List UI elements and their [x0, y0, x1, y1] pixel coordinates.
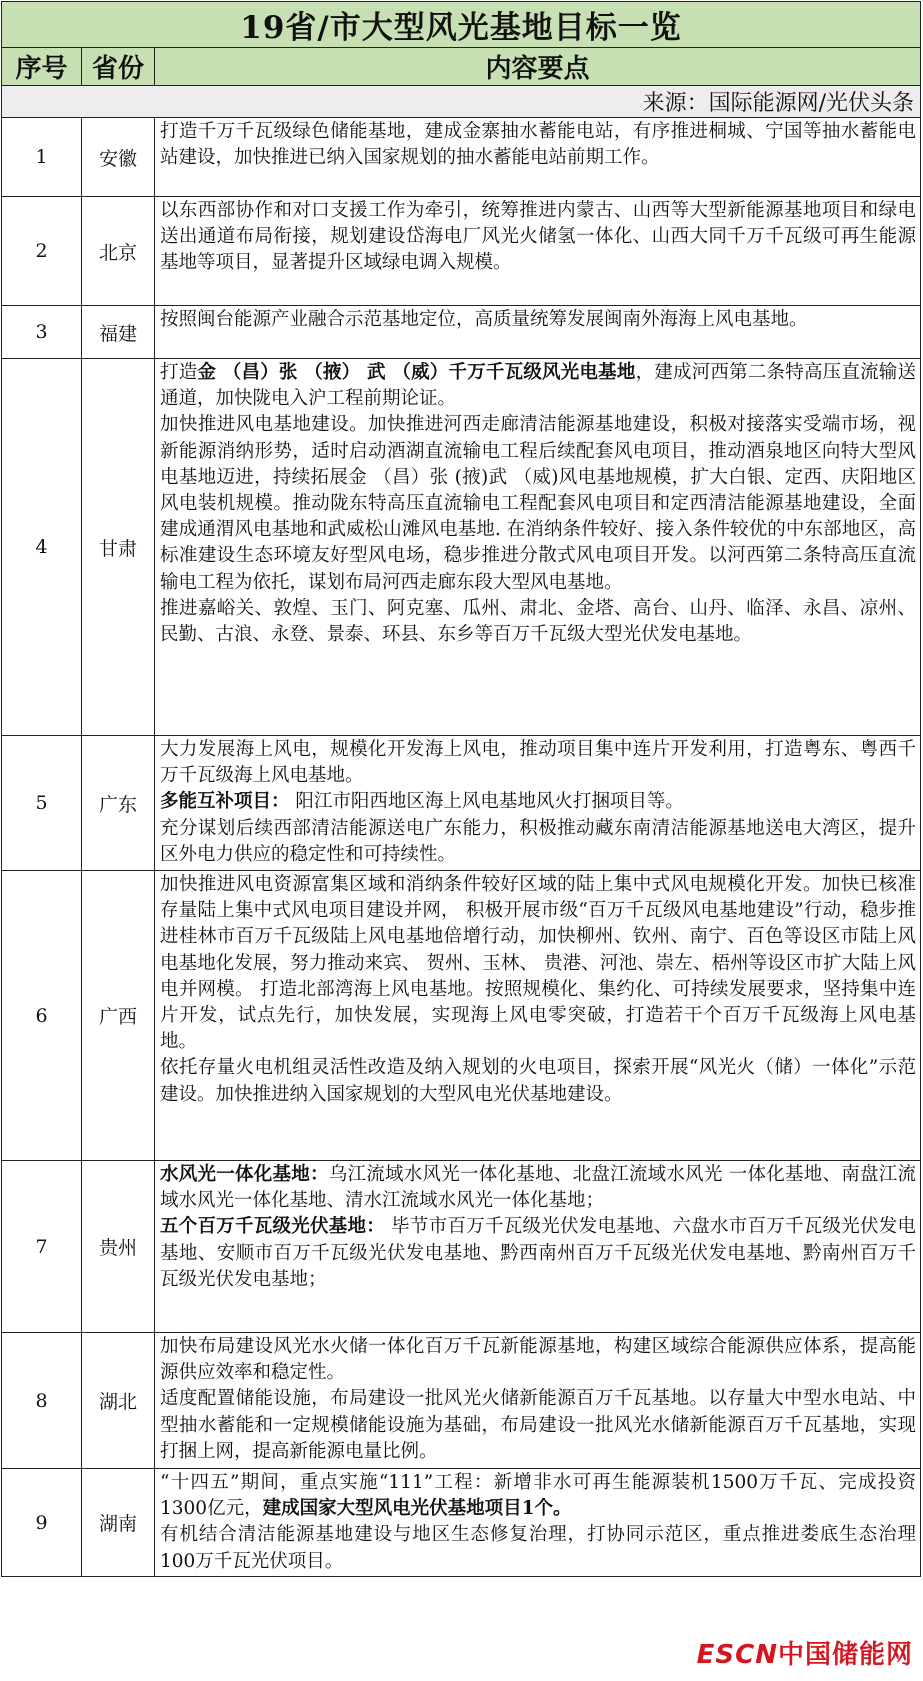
row-number: 9 — [2, 1469, 82, 1577]
province-name: 广东 — [82, 736, 155, 871]
table-row — [2, 306, 921, 359]
watermark-text: 中国储能网 — [777, 1640, 913, 1670]
content-paragraph — [160, 1386, 916, 1465]
province-name: 安徽 — [82, 118, 155, 197]
content-paragraph — [160, 360, 916, 412]
table-row — [2, 1469, 921, 1577]
base-target-table — [1, 1, 921, 1577]
row-number: 8 — [2, 1333, 82, 1469]
text-segment: 加快布局建设风光水火储一体化百万千瓦新能源基地，构建区域综合能源供应体系，提高能源供应效率和稳定性。 — [160, 1336, 917, 1384]
text-segment: ，建成河西第二条特高压直流输送通道，加快陇电入沪工程前期论证。 — [160, 362, 917, 410]
content-paragraph — [160, 1334, 916, 1386]
text-segment: 打造 — [160, 362, 198, 383]
content-paragraph — [160, 872, 916, 1055]
text-segment: 适度配置储能设施，布局建设一批风光火储新能源百万千瓦基地。以存量大中型水电站、中型抽水蓄能和一定规模储能设施为基础，布局建设一批风光水储新能源百万千瓦基地，实现打捆上网，提高新能源电量比例。 — [160, 1388, 917, 1462]
content-paragraph — [160, 789, 916, 815]
content-cell — [155, 197, 921, 306]
province-name: 湖北 — [82, 1333, 155, 1469]
row-number: 1 — [2, 118, 82, 197]
text-segment: 充分谋划后续西部清洁能源送电广东能力，积极推动藏东南清洁能源基地送电大湾区，提升区外电力供应的稳定性和可持续性。 — [160, 817, 917, 865]
content-paragraph — [160, 1214, 916, 1293]
text-segment: 推进嘉峪关、敦煌、玉门、阿克塞、瓜州、肃北、金塔、高台、山丹、临泽、永昌、凉州、民勤、古浪、永登、景泰、环县、东乡等百万千瓦级大型光伏发电基地。 — [160, 597, 917, 646]
content-paragraph — [160, 1470, 916, 1522]
row-number: 5 — [2, 736, 82, 871]
row-number: 7 — [2, 1161, 82, 1333]
province-name: 贵州 — [82, 1161, 155, 1333]
content-paragraph — [160, 816, 916, 868]
text-segment: 打造千万千瓦级绿色储能基地，建成金寨抽水蓄能电站，有序推进桐城、宁国等抽水蓄能电站建设，加快推进已纳入国家规划的抽水蓄能电站前期工作。 — [160, 121, 917, 169]
content-paragraph — [160, 412, 916, 595]
table-row — [2, 1161, 921, 1333]
content-cell — [155, 1469, 921, 1577]
content-paragraph — [160, 596, 916, 648]
table-row — [2, 1333, 921, 1469]
table-row — [2, 871, 921, 1161]
header-province: 省份 — [82, 48, 155, 86]
text-segment: 毕节市百万千瓦级光伏发电基地、六盘水市百万千瓦级光伏发电基地、安顺市百万千瓦级光伏发电基地、黔西南州百万千瓦级光伏发电基地、黔南州百万千瓦级光伏发电基地； — [160, 1216, 917, 1290]
source-note: 来源：国际能源网/光伏头条 — [2, 86, 921, 118]
source-row — [2, 86, 921, 118]
watermark-brand: ESCN — [696, 1640, 778, 1670]
table-row — [2, 197, 921, 306]
content-paragraph — [160, 1055, 916, 1107]
text-segment: 以东西部协作和对口支援工作为牵引，统筹推进内蒙古、山西等大型新能源基地项目和绿电送出通道布局衔接，规划建设岱海电厂风光火储氢一体化、山西大同千万千瓦级可再生能源基地等项目，显著提升区域绿电调入规模。 — [160, 200, 917, 274]
text-segment: 按照闽台能源产业融合示范基地定位，高质量统筹发展闽南外海海上风电基地。 — [160, 309, 808, 330]
row-number: 2 — [2, 197, 82, 306]
province-name: 甘肃 — [82, 359, 155, 736]
content-paragraph — [160, 1522, 916, 1574]
content-cell — [155, 359, 921, 736]
bold-text: 建成国家大型风电光伏基地项目1个。 — [262, 1498, 572, 1520]
table-row — [2, 118, 921, 197]
text-segment: 协同示范区，重点推进娄底生态治理100万千瓦光伏项目。 — [160, 1524, 916, 1572]
text-segment: 乌江流域水风光一体化基地、北盘江流域水风光 一体化基地、南盘江流域水风光一体化基地、清水江流域水风光一体化基地； — [160, 1164, 916, 1212]
row-number: 4 — [2, 359, 82, 736]
province-name: 湖南 — [82, 1469, 155, 1577]
content-cell — [155, 871, 921, 1161]
text-segment: 大力发展海上风电，规模化开发海上风电，推动项目集中连片开发利用，打造粤东、粤西千万千瓦级海上风电基地。 — [160, 739, 917, 787]
bold-text: 水风光一体化基地： — [160, 1164, 329, 1185]
province-name: 北京 — [82, 197, 155, 306]
bold-text: 金 （昌）张 （掖） 武 （威）千万千瓦级风光电基地 — [197, 362, 636, 383]
content-cell — [155, 118, 921, 197]
watermark-logo — [697, 1634, 913, 1671]
table-title: 19省/市大型风光基地目标一览 — [2, 2, 921, 48]
table-row — [2, 359, 921, 736]
bold-text: 五个百万千瓦级光伏基地： — [160, 1216, 386, 1238]
row-number: 6 — [2, 871, 82, 1161]
province-name: 福建 — [82, 306, 155, 359]
content-cell — [155, 1161, 921, 1333]
content-cell — [155, 1333, 921, 1469]
text-segment: 依托存量火电机组灵活性改造及纳入规划的火电项目，探索开展“风光火（储）一体化”示范建设。加快推进纳入国家规划的大型风电光伏基地建设。 — [160, 1057, 917, 1105]
content-cell — [155, 736, 921, 871]
header-num: 序号 — [2, 48, 82, 86]
header-content: 内容要点 — [155, 48, 921, 86]
text-segment: 有机结合清洁能源基地建设与地区生态修复治理，打 — [160, 1524, 607, 1546]
row-number: 3 — [2, 306, 82, 359]
table-row — [2, 736, 921, 871]
content-cell — [155, 306, 921, 359]
content-paragraph — [160, 307, 916, 333]
header-row — [2, 48, 921, 86]
text-segment: 加快推进风电资源富集区域和消纳条件较好区域的陆上集中式风电规模化开发。加快已核准存量陆上集中式风电项目建设并网， 积极开展市级“百万千瓦级风电基地建设”行动，稳步推进桂林市百万千瓦级陆上风电基地倍增行动，加快柳州、钦州、南宁、百色等设区市陆上风电基地化发展，努力推动来宾、 贺州、玉林、 贵港、河池、崇左、梧州等设区市扩大陆上风电并网模。 打造北部湾海上风电基地。按照规模化、集约化、可持续发展要求，坚持集中连片开发，试点先行，加快发展，实现海上风电零突破，打造若干个百万千瓦级海上风电基地。 — [160, 874, 917, 1053]
text-segment: 阳江市阳西地区海上风电基地风火打捆项目等。 — [289, 791, 684, 813]
text-segment: 加快推进风电基地建设。加快推进河西走廊清洁能源基地建设，积极对接落实受端市场，视新能源消纳形势，适时启动酒湖直流输电工程后续配套风电项目，推动酒泉地区向特大型风电基地迈进，持续拓展金 （昌）张 (掖)武 （威)风电基地规模，扩大白银、定西、庆阳地区风电装机规模。推动陇东特高压直流输电工程配套风电项目和定西清洁能源基地建设，全面建成通渭风电基地和武威松山滩风电基地. 在消纳条件较好、接入条件较优的中东部地区，高标准建设生态环境友好型风电场，稳步推进分散式风电项目开发。以河西第二条特高压直流输电工程为依托，谋划布局河西走廊东段大型风电基地。 — [160, 414, 917, 593]
content-paragraph — [160, 737, 916, 789]
title-row — [2, 2, 921, 48]
province-name: 广西 — [82, 871, 155, 1161]
bold-text: 多能互补项目： — [160, 791, 290, 813]
content-paragraph — [160, 119, 916, 171]
content-paragraph — [160, 1162, 916, 1214]
content-paragraph — [160, 198, 916, 277]
text-segment: “十四五”期间，重点实施“111”工程：新增非水可再生能源装机1500万千瓦、完成投资1300亿元， — [160, 1472, 917, 1520]
